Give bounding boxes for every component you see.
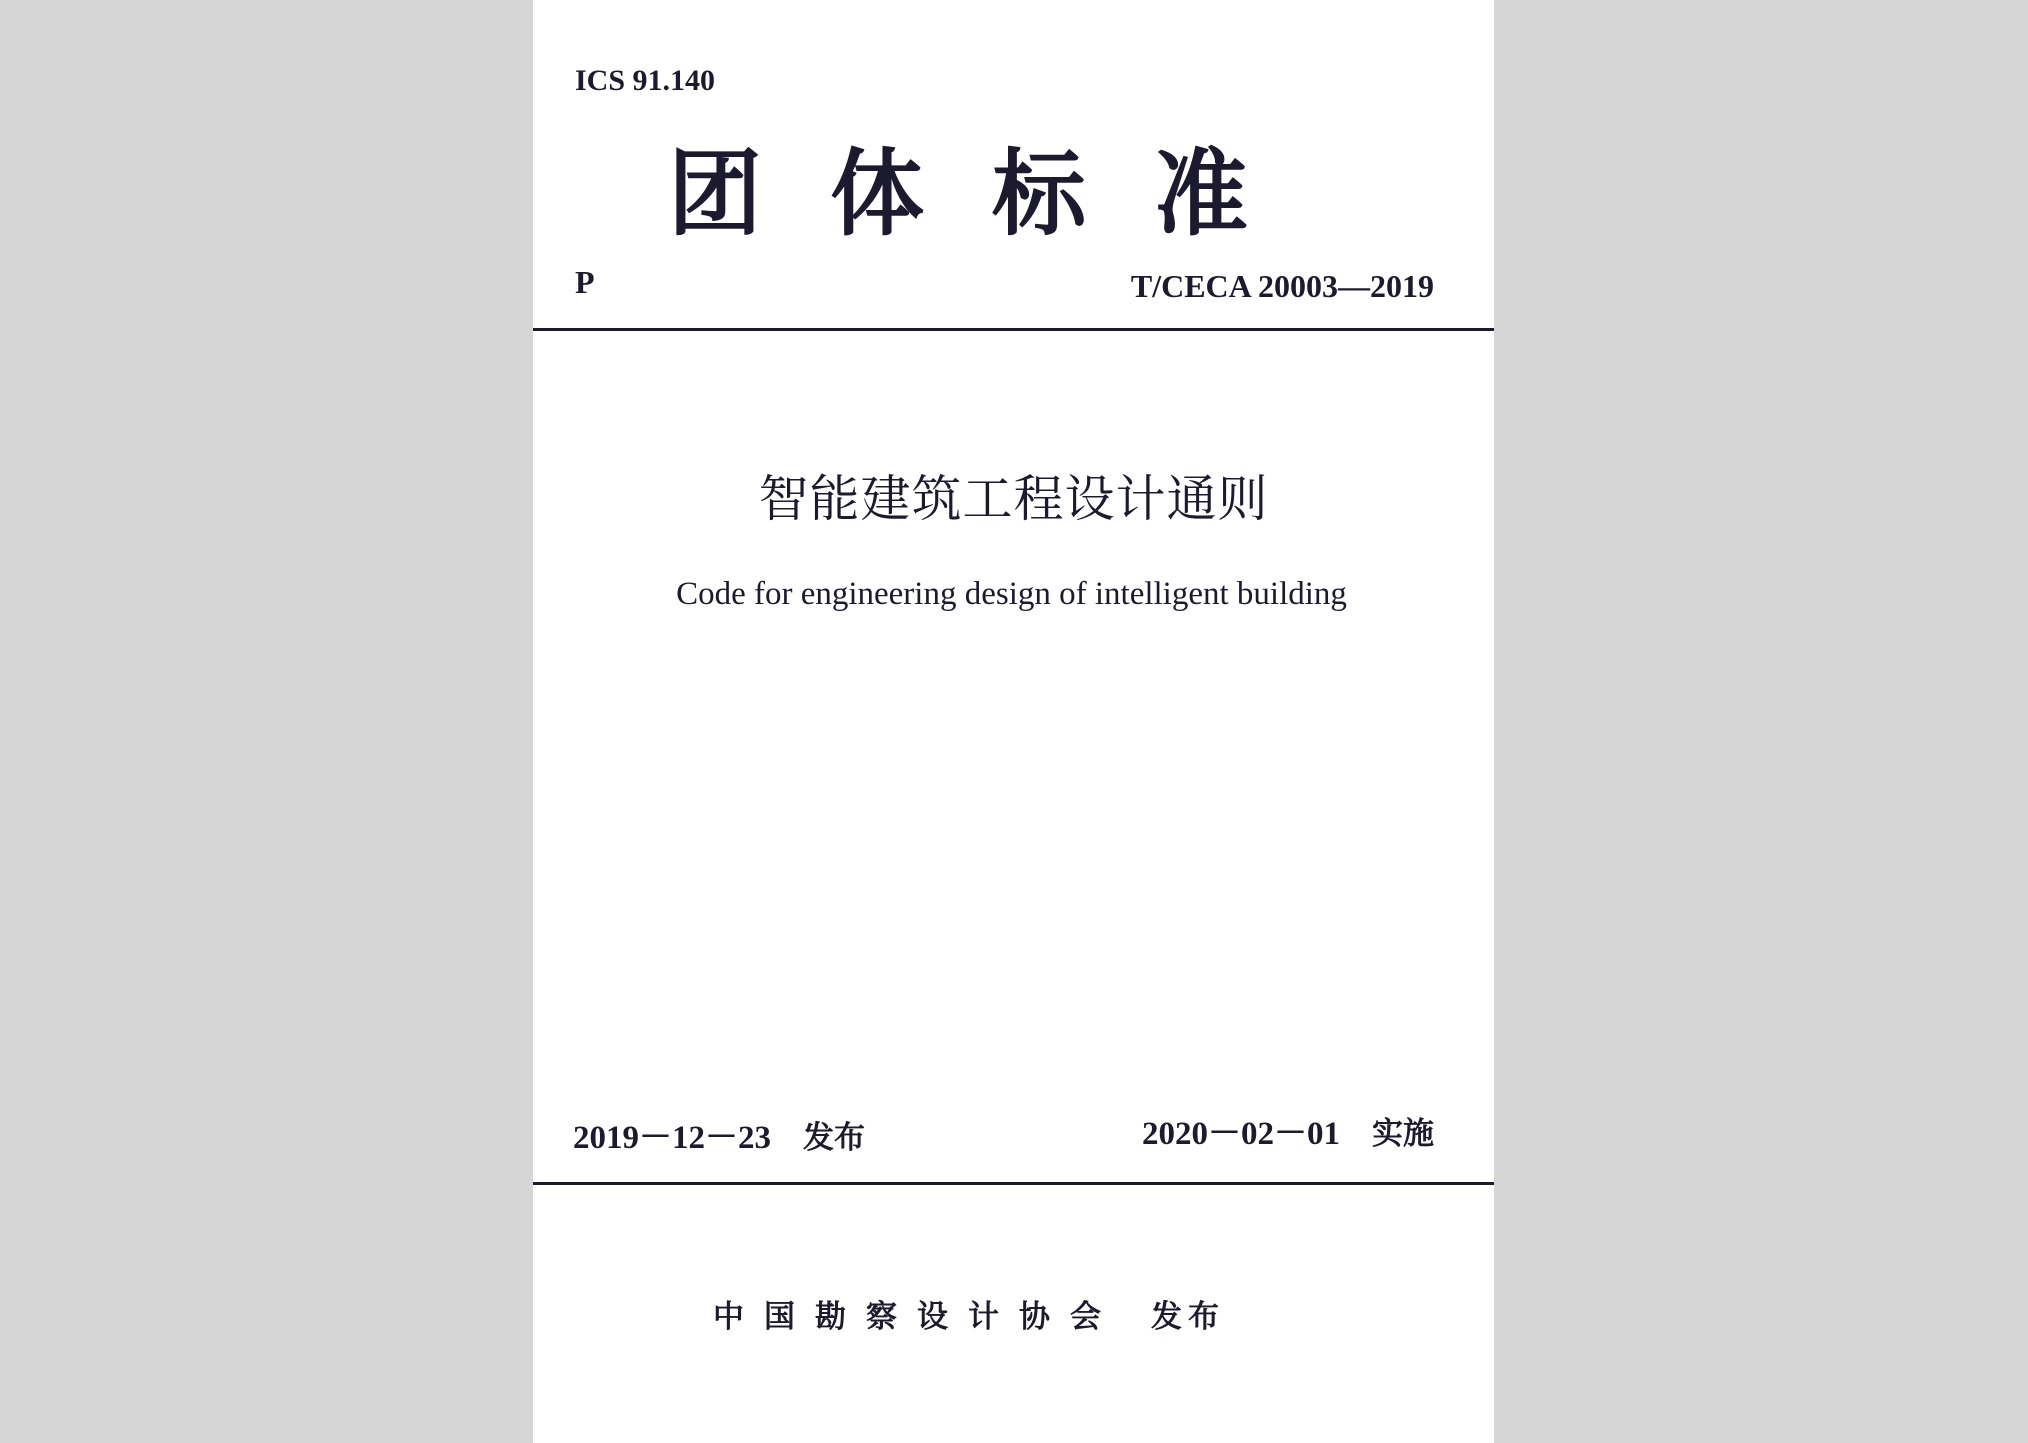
effective-label: 实施 <box>1372 1116 1434 1152</box>
issue-date: 2019－12－23 <box>573 1120 771 1156</box>
issue-date-block <box>573 1122 865 1155</box>
category-code: P <box>575 264 595 300</box>
publisher-name: 中国勘察设计协会 <box>713 1299 1121 1335</box>
title-english: Code for engineering design of intelligent building <box>676 576 1347 612</box>
issue-label: 发布 <box>803 1120 865 1156</box>
ics-code: ICS 91.140 <box>575 64 716 97</box>
standard-type-heading: 团体标准 <box>668 140 1317 249</box>
document-cover <box>533 0 1494 1443</box>
publisher-line <box>713 1299 1225 1335</box>
effective-date: 2020－02－01 <box>1142 1116 1340 1152</box>
top-divider <box>533 328 1494 331</box>
standard-number: T/CECA 20003—2019 <box>1130 268 1434 304</box>
title-chinese: 智能建筑工程设计通则 <box>758 471 1269 527</box>
effective-date-block <box>1142 1118 1434 1151</box>
publisher-issued-label: 发布 <box>1151 1299 1225 1335</box>
bottom-divider <box>533 1182 1494 1185</box>
